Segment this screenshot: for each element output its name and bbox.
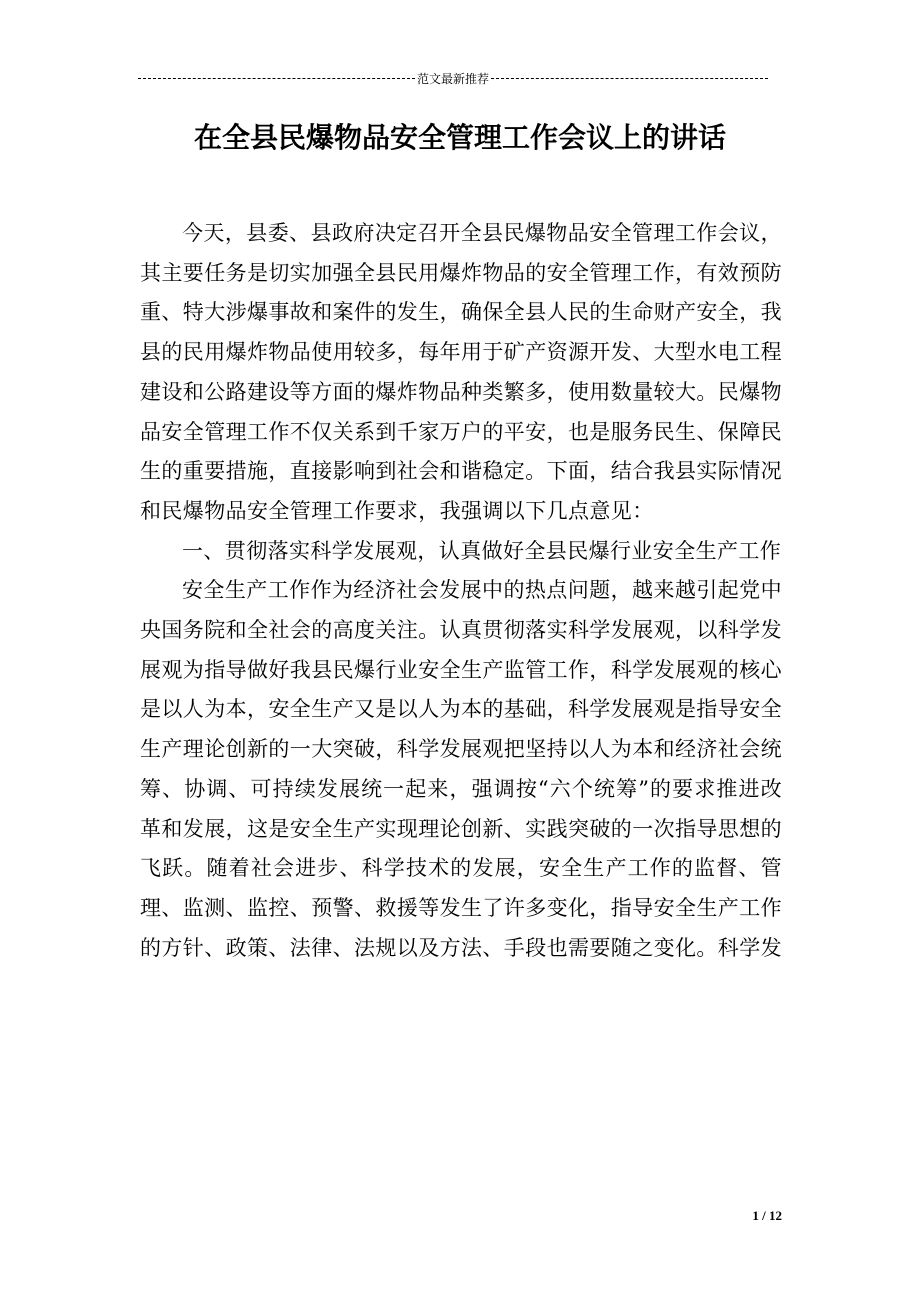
header-dash-left: [138, 78, 415, 79]
header-dash-right: [491, 78, 768, 79]
paragraph-intro: 今天，县委、县政府决定召开全县民爆物品安全管理工作会议，其主要任务是切实加强全县民用爆炸物品的安全管理工作，有效预防重、特大涉爆事故和案件的发生，确保全县人民的生命财产安全，我县的民用爆炸物品使用较多，每年用于矿产资源开发、大型水电工程建设和公路建设等方面的爆炸物品种类繁多，使用数量较大。民爆物品安全管理工作不仅关系到千家万户的平安，也是服务民生、保障民生的重要措施，直接影响到社会和谐稳定。下面，结合我县实际情况和民爆物品安全管理工作要求，我强调以下几点意见：: [140, 221, 782, 523]
document-body: [140, 214, 782, 968]
header-label: 范文最新推荐: [417, 71, 490, 86]
page-number: 1 / 12: [752, 1208, 782, 1223]
section-heading-1: 一、贯彻落实科学发展观，认真做好全县民爆行业安全生产工作: [182, 538, 782, 563]
document-title: 在全县民爆物品安全管理工作会议上的讲话: [193, 121, 726, 154]
paragraph-safety: 安全生产工作作为经济社会发展中的热点问题，越来越引起党中央国务院和全社会的高度关注。认真贯彻落实科学发展观，以科学发展观为指导做好我县民爆行业安全生产监管工作，科学发展观的核心是以人为本，安全生产又是以人为本的基础，科学发展观是指导安全生产理论创新的一大突破，科学发展观把坚持以人为本和经济社会统筹、协调、可持续发展统一起来，强调按“六个统筹”的要求推进改革和发展，这是安全生产实现理论创新、实践突破的一次指导思想的飞跃。随着社会进步、科学技术的发展，安全生产工作的监督、管理、监测、监控、预警、救援等发生了许多变化，指导安全生产工作的方针、政策、法律、法规以及方法、手段也需要随之变化。科学发: [140, 578, 782, 960]
page-header: [138, 68, 768, 88]
